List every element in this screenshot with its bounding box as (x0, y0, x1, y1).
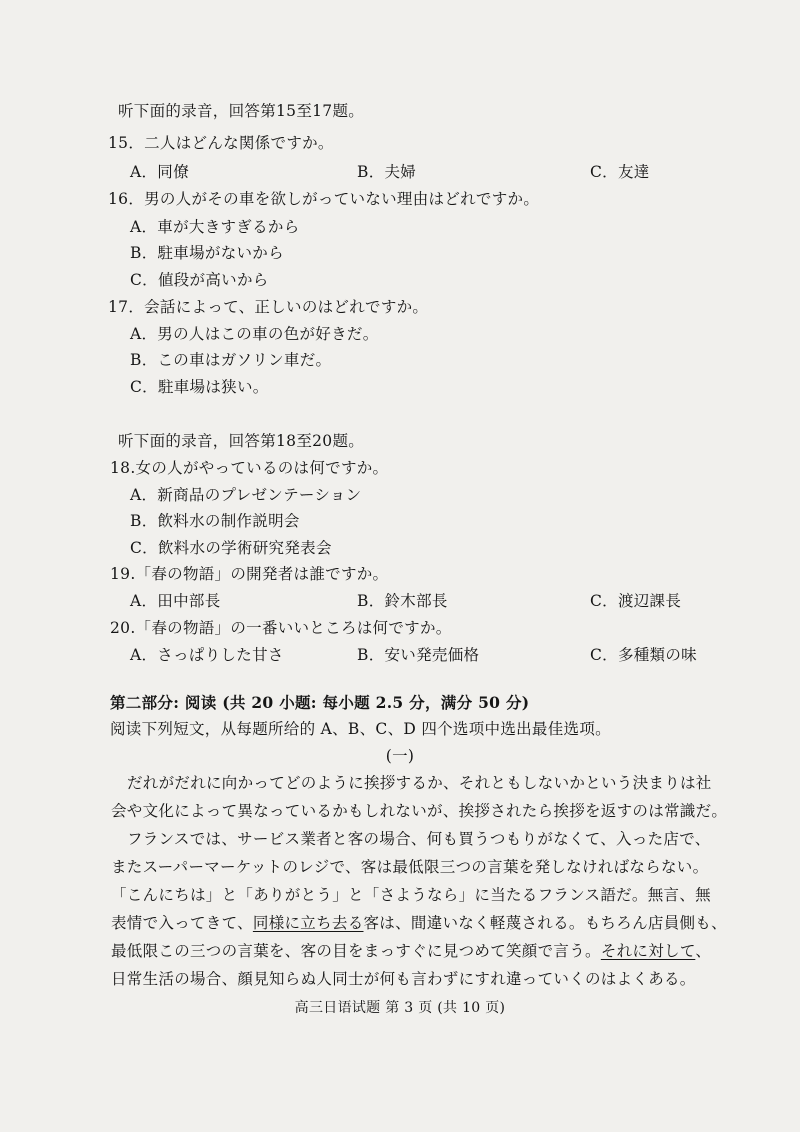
question-15-option-a: A．同僚 (130, 163, 189, 181)
question-20-option-b: B．安い発売価格 (357, 646, 480, 664)
question-15-stem: 15．二人はどんな関係ですか。 (108, 134, 334, 152)
passage-line5-post: 、 (695, 942, 712, 960)
question-19-option-a: A．田中部長 (130, 592, 221, 610)
passage-paragraph1-line1: だれがだれに向かってどのように挨拶するか、それともしないかという決まりは社 (127, 774, 712, 792)
question-17-option-a: A．男の人はこの車の色が好きだ。 (130, 325, 379, 343)
passage-paragraph2-line4 (111, 913, 727, 933)
underlined-phrase-sorenitaishite: それに対して (600, 942, 696, 960)
question-20-option-a: A．さっぱりした甘さ (130, 646, 284, 664)
listening-instruction-18-20: 听下面的录音，回答第18至20题。 (118, 432, 365, 450)
question-19-option-b: B．鈴木部長 (357, 592, 448, 610)
passage-paragraph2-line5 (111, 941, 711, 961)
passage-paragraph2-line2: またスーパーマーケットのレジで、客は最低限三つの言葉を発しなければならない。 (111, 858, 709, 876)
question-16-stem: 16．男の人がその車を欲しがっていない理由はどれですか。 (108, 190, 540, 208)
underlined-phrase-douyou: 同様に立ち去る (252, 914, 364, 932)
question-19-option-c: C．渡辺課長 (590, 592, 682, 610)
question-15-option-b: B．夫婦 (357, 163, 417, 181)
passage-line5-pre: 最低限この三つの言葉を、客の目をまっすぐに見つめて笑顔で言う。 (111, 942, 601, 960)
passage-paragraph2-line6: 日常生活の場合、顔見知らぬ人同士が何も言わずにすれ違っていくのはよくある。 (111, 970, 696, 988)
question-18-stem: 18.女の人がやっているのは何ですか。 (110, 459, 389, 477)
question-17-stem: 17．会話によって、正しいのはどれですか。 (108, 298, 429, 316)
page-footer: 高三日语试题 第 3 页 (共 10 页) (294, 1000, 506, 1016)
question-17-option-c: C．駐車場は狭い。 (130, 378, 269, 396)
part2-instruction: 阅读下列短文，从每题所给的 A、B、C、D 四个选项中选出最佳选项。 (110, 720, 611, 738)
passage-paragraph2-line1: フランスでは、サービス業者と客の場合、何も買うつもりがなくて、入った店で、 (127, 830, 711, 848)
question-18-option-b: B．飲料水の制作説明会 (130, 512, 300, 530)
passage-number: (一) (385, 747, 415, 765)
question-20-stem: 20.「春の物語」の一番いいところは何ですか。 (110, 619, 452, 637)
passage-paragraph1-line2: 会や文化によって異なっているかもしれないが、挨拶されたら挨拶を返すのは常識だ。 (111, 802, 728, 820)
question-16-option-a: A．車が大きすぎるから (130, 218, 300, 236)
question-20-option-c: C．多種類の味 (590, 646, 697, 664)
passage-line4-post: 客は、間違いなく軽蔑される。もちろん店員側も、 (363, 914, 727, 932)
passage-paragraph2-line3: 「こんにちは」と「ありがとう」と「さようなら」に当たるフランス語だ。無言、無 (111, 886, 711, 904)
question-18-option-c: C．飲料水の学術研究発表会 (130, 539, 332, 557)
passage-line4-pre: 表情で入ってきて、 (111, 914, 253, 932)
question-15-option-c: C．友達 (590, 163, 650, 181)
question-16-option-b: B．駐車場がないから (130, 244, 284, 262)
part2-title: 第二部分: 阅读 (共 20 小题: 每小题 2.5 分，满分 50 分) (110, 693, 530, 712)
question-19-stem: 19.「春の物語」の開発者は誰ですか。 (110, 565, 389, 583)
listening-instruction-15-17: 听下面的录音，回答第15至17题。 (118, 102, 365, 120)
question-18-option-a: A．新商品のプレゼンテーション (130, 486, 362, 504)
question-17-option-b: B．この車はガソリン車だ。 (130, 351, 332, 369)
question-16-option-c: C．値段が高いから (130, 271, 269, 289)
